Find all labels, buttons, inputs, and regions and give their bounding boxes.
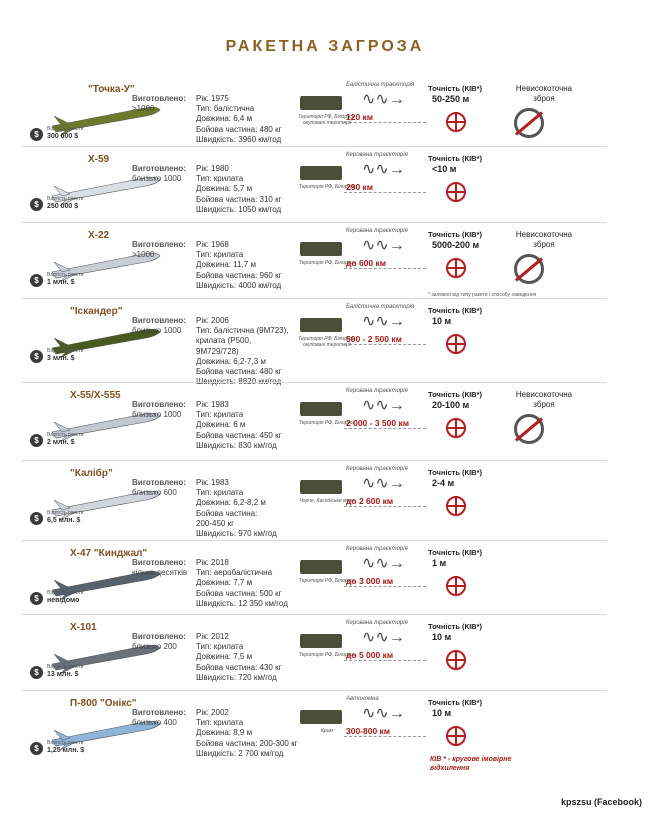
range-value: до 600 км bbox=[346, 258, 387, 268]
spec-line: Швидкість: 4000 км/год bbox=[196, 280, 282, 290]
trajectory-label: Балістична траєкторія bbox=[346, 82, 415, 88]
accuracy-label: Точність (КІВ*) bbox=[428, 230, 483, 239]
coin-icon: $ bbox=[30, 666, 43, 679]
coin-icon: $ bbox=[30, 274, 43, 287]
accuracy-value: 20-100 м bbox=[432, 400, 470, 410]
trajectory-icon: ∿∿→ bbox=[362, 313, 405, 330]
spec-line: Рік: 1983 bbox=[196, 400, 229, 409]
spec-line: Швидкість: 3960 км/год bbox=[196, 134, 282, 144]
spec-line: Бойова частина: 200-300 кг bbox=[196, 738, 298, 748]
price-label: Вартість ракети bbox=[47, 664, 84, 670]
spec-line: Рік: 2012 bbox=[196, 632, 229, 641]
produced-value: >1000 bbox=[132, 250, 155, 259]
accuracy-label: Точність (КІВ*) bbox=[428, 306, 483, 315]
launch-origin: Територія РФ, Білорусь bbox=[298, 578, 356, 584]
price-label: Вартість ракети bbox=[47, 348, 84, 354]
missile-name: Х-47 "Кинджал" bbox=[70, 548, 148, 559]
price-value: невідомо bbox=[47, 597, 80, 604]
distance-line bbox=[344, 660, 426, 661]
produced-value: близько 1000 bbox=[132, 326, 182, 335]
price-label: Вартість ракети bbox=[47, 196, 84, 202]
produced-label: Виготовлено: bbox=[132, 94, 186, 103]
accuracy-value: 10 м bbox=[432, 316, 452, 326]
distance-line bbox=[344, 122, 426, 123]
price-value: 250 000 $ bbox=[47, 203, 79, 210]
produced-info bbox=[132, 240, 202, 260]
produced-value: >1000 bbox=[132, 104, 155, 113]
launcher-icon bbox=[300, 166, 342, 180]
trajectory-icon: ∿∿→ bbox=[362, 705, 405, 722]
launcher-icon bbox=[300, 242, 342, 256]
kh22-footnote: * залежно від типу ракети і способу наведення bbox=[428, 292, 537, 298]
accuracy-label: Точність (КІВ*) bbox=[428, 622, 483, 631]
spec-line: Рік: 2006 bbox=[196, 316, 229, 325]
target-icon bbox=[446, 576, 466, 596]
range-value: 300-800 км bbox=[346, 726, 391, 736]
range-value: до 5 000 км bbox=[346, 650, 394, 660]
launcher-icon bbox=[300, 480, 342, 494]
launch-origin: Територія РФ, Білорусь, окуповані території bbox=[298, 114, 356, 126]
spec-line: Бойова частина: 450 кг bbox=[196, 430, 282, 440]
low-precision-icon bbox=[514, 254, 544, 284]
trajectory-icon: ∿∿→ bbox=[362, 475, 405, 492]
price-label: Вартість ракети bbox=[47, 272, 84, 278]
spec-line: Швидкість: 970 км/год bbox=[196, 529, 277, 539]
coin-icon: $ bbox=[30, 198, 43, 211]
spec-line: Довжина: 6,4 м bbox=[196, 114, 253, 124]
missile-name: Х-22 bbox=[88, 230, 110, 241]
launch-origin: Чорне, Каспійське моря bbox=[299, 498, 355, 504]
spec-line: 9М729/728) bbox=[196, 346, 239, 356]
kiv-definition: КІВ * - кругове імовірне відхилення bbox=[430, 756, 512, 772]
target-icon bbox=[446, 112, 466, 132]
missile-name: "Калібр" bbox=[70, 468, 113, 479]
spec-line: Швидкість: 2 700 км/год bbox=[196, 748, 284, 758]
target-icon bbox=[446, 182, 466, 202]
missile-name: Х-101 bbox=[70, 622, 97, 633]
spec-line: Тип: балістична bbox=[196, 104, 255, 114]
spec-list bbox=[196, 164, 306, 215]
produced-value: близько 400 bbox=[132, 718, 177, 727]
accuracy-label: Точність (КІВ*) bbox=[428, 698, 483, 707]
spec-line: Тип: крилата bbox=[196, 718, 244, 728]
coin-icon: $ bbox=[30, 592, 43, 605]
spec-line: Тип: крилата bbox=[196, 642, 244, 652]
spec-line: Швидкість: 1050 км/год bbox=[196, 204, 282, 214]
trajectory-label: Керована траєкторія bbox=[346, 546, 408, 552]
spec-line: Рік: 1980 bbox=[196, 164, 229, 173]
missile-name: Х-59 bbox=[88, 154, 110, 165]
price-value: 1 млн. $ bbox=[47, 279, 75, 286]
price-value: 6,5 млн. $ bbox=[47, 517, 81, 524]
price-value: 2 млн. $ bbox=[47, 439, 75, 446]
spec-line: Рік: 2018 bbox=[196, 558, 229, 567]
launch-origin: Територія РФ, Білорусь bbox=[298, 260, 356, 266]
produced-label: Виготовлено: bbox=[132, 400, 186, 409]
spec-line: Швидкість: 8820 км/год bbox=[196, 377, 282, 387]
coin-icon: $ bbox=[30, 512, 43, 525]
produced-label: Виготовлено: bbox=[132, 558, 186, 567]
range-value: 500 - 2 500 км bbox=[346, 334, 402, 344]
range-value: до 2 600 км bbox=[346, 496, 394, 506]
missile-name: Х-55/Х-555 bbox=[70, 390, 121, 401]
accuracy-value: 10 м bbox=[432, 632, 452, 642]
low-precision-label: Невисокоточна зброя bbox=[515, 230, 573, 249]
launcher-icon bbox=[300, 318, 342, 332]
coin-icon: $ bbox=[30, 434, 43, 447]
price-value: 13 млн. $ bbox=[47, 671, 79, 678]
spec-line: Бойова частина: bbox=[196, 508, 258, 518]
spec-line: Тип: крилата bbox=[196, 174, 244, 184]
spec-list bbox=[196, 240, 306, 291]
trajectory-icon: ∿∿→ bbox=[362, 237, 405, 254]
spec-line: Довжина: 6,2-7,3 м bbox=[196, 356, 266, 366]
trajectory-label: Автономна bbox=[346, 696, 379, 702]
accuracy-value: 5000-200 м bbox=[432, 240, 480, 250]
trajectory-label: Керована траєкторія bbox=[346, 228, 408, 234]
trajectory-icon: ∿∿→ bbox=[362, 161, 405, 178]
spec-line: 200-450 кг bbox=[196, 518, 234, 528]
accuracy-value: 50-250 м bbox=[432, 94, 470, 104]
launch-origin: Територія РФ, Білорусь, окуповані території bbox=[298, 336, 356, 348]
trajectory-label: Керована траєкторія bbox=[346, 388, 408, 394]
row-separator bbox=[22, 690, 607, 691]
spec-line: Бойова частина: 480 кг bbox=[196, 367, 282, 377]
row-separator bbox=[22, 298, 607, 299]
launcher-icon bbox=[300, 402, 342, 416]
produced-info bbox=[132, 316, 202, 336]
spec-list bbox=[196, 708, 306, 759]
spec-line: Довжина: 7,7 м bbox=[196, 578, 253, 588]
accuracy-label: Точність (КІВ*) bbox=[428, 468, 483, 477]
spec-line: Бойова частина: 430 кг bbox=[196, 662, 282, 672]
price-label: Вартість ракети bbox=[47, 126, 84, 132]
spec-list bbox=[196, 558, 306, 609]
produced-label: Виготовлено: bbox=[132, 240, 186, 249]
spec-line: Бойова частина: 500 кг bbox=[196, 588, 282, 598]
distance-line bbox=[344, 344, 426, 345]
price-value: 3 млн. $ bbox=[47, 355, 75, 362]
spec-line: Тип: крилата bbox=[196, 410, 244, 420]
trajectory-label: Балістична траєкторія bbox=[346, 304, 415, 310]
target-icon bbox=[446, 496, 466, 516]
launch-origin: Територія РФ, Білорусь bbox=[298, 420, 356, 426]
range-value: 2 000 - 3 500 км bbox=[346, 418, 409, 428]
launch-origin: Крим bbox=[321, 728, 333, 734]
row-separator bbox=[22, 540, 607, 541]
spec-line: Довжина: 6,2-8,2 м bbox=[196, 498, 266, 508]
price-label: Вартість ракети bbox=[47, 590, 84, 596]
spec-line: Бойова частина: 480 кг bbox=[196, 124, 282, 134]
produced-label: Виготовлено: bbox=[132, 164, 186, 173]
row-separator bbox=[22, 460, 607, 461]
price-label: Вартість ракети bbox=[47, 740, 84, 746]
trajectory-icon: ∿∿→ bbox=[362, 555, 405, 572]
spec-line: Швидкість: 830 км/год bbox=[196, 440, 277, 450]
spec-list bbox=[196, 632, 306, 683]
target-icon bbox=[446, 334, 466, 354]
spec-line: Рік: 1983 bbox=[196, 478, 229, 487]
produced-label: Виготовлено: bbox=[132, 632, 186, 641]
produced-label: Виготовлено: bbox=[132, 478, 186, 487]
row-separator bbox=[22, 222, 607, 223]
spec-line: Тип: крилата bbox=[196, 488, 244, 498]
target-icon bbox=[446, 418, 466, 438]
produced-info bbox=[132, 708, 202, 728]
produced-value: кілька десятків bbox=[132, 568, 188, 577]
launch-origin: Територія РФ, Білорусь bbox=[298, 652, 356, 658]
low-precision-icon bbox=[514, 108, 544, 138]
produced-label: Виготовлено: bbox=[132, 316, 186, 325]
spec-list bbox=[196, 316, 306, 387]
produced-value: близько 200 bbox=[132, 642, 177, 651]
produced-info bbox=[132, 632, 202, 652]
trajectory-icon: ∿∿→ bbox=[362, 91, 405, 108]
spec-list bbox=[196, 478, 306, 539]
low-precision-label: Невисокоточна зброя bbox=[515, 84, 573, 103]
spec-line: Рік: 2002 bbox=[196, 708, 229, 717]
launcher-icon bbox=[300, 96, 342, 110]
coin-icon: $ bbox=[30, 742, 43, 755]
launcher-icon bbox=[300, 560, 342, 574]
distance-line bbox=[344, 586, 426, 587]
low-precision-label: Невисокоточна зброя bbox=[515, 390, 573, 409]
trajectory-icon: ∿∿→ bbox=[362, 397, 405, 414]
row-separator bbox=[22, 146, 607, 147]
spec-line: Швидкість: 720 км/год bbox=[196, 672, 277, 682]
spec-line: Рік: 1975 bbox=[196, 94, 229, 103]
launcher-icon bbox=[300, 710, 342, 724]
trajectory-label: Керована траєкторія bbox=[346, 152, 408, 158]
accuracy-label: Точність (КІВ*) bbox=[428, 154, 483, 163]
price-value: 300 000 $ bbox=[47, 133, 79, 140]
launcher-icon bbox=[300, 634, 342, 648]
accuracy-label: Точність (КІВ*) bbox=[428, 548, 483, 557]
spec-line: Довжина: 6 м bbox=[196, 420, 246, 430]
distance-line bbox=[344, 268, 426, 269]
accuracy-value: 2-4 м bbox=[432, 478, 455, 488]
spec-line: Тип: балістична (9М723), bbox=[196, 326, 289, 336]
target-icon bbox=[446, 258, 466, 278]
range-value: 290 км bbox=[346, 182, 374, 192]
produced-info bbox=[132, 164, 202, 184]
produced-value: близько 1000 bbox=[132, 174, 182, 183]
source-credit: kpszsu (Facebook) bbox=[560, 797, 642, 807]
target-icon bbox=[446, 726, 466, 746]
spec-line: Бойова частина: 310 кг bbox=[196, 194, 282, 204]
missile-name: П-800 "Онікс" bbox=[70, 698, 137, 709]
price-label: Вартість ракети bbox=[47, 510, 84, 516]
produced-info bbox=[132, 558, 202, 578]
accuracy-label: Точність (КІВ*) bbox=[428, 84, 483, 93]
row-separator bbox=[22, 382, 607, 383]
launch-origin: Територія РФ, Білорусь bbox=[298, 184, 356, 190]
produced-label: Виготовлено: bbox=[132, 708, 186, 717]
low-precision-icon bbox=[514, 414, 544, 444]
row-separator bbox=[22, 614, 607, 615]
spec-list bbox=[196, 400, 306, 451]
distance-line bbox=[344, 506, 426, 507]
spec-line: Тип: крилата bbox=[196, 250, 244, 260]
trajectory-label: Керована траєкторія bbox=[346, 466, 408, 472]
spec-line: Довжина: 8,9 м bbox=[196, 728, 253, 738]
produced-info bbox=[132, 478, 202, 498]
missile-name: "Іскандер" bbox=[70, 306, 123, 317]
produced-value: близько 600 bbox=[132, 488, 177, 497]
range-value: до 3 000 км bbox=[346, 576, 394, 586]
trajectory-label: Керована траєкторія bbox=[346, 620, 408, 626]
produced-value: близько 1000 bbox=[132, 410, 182, 419]
accuracy-value: <10 м bbox=[432, 164, 457, 174]
spec-list bbox=[196, 94, 306, 145]
spec-line: Тип: аеробалістична bbox=[196, 568, 273, 578]
distance-line bbox=[344, 428, 426, 429]
range-value: 120 км bbox=[346, 112, 374, 122]
accuracy-value: 10 м bbox=[432, 708, 452, 718]
spec-line: Довжина: 5,7 м bbox=[196, 184, 253, 194]
spec-line: Довжина: 11,7 м bbox=[196, 260, 256, 270]
trajectory-icon: ∿∿→ bbox=[362, 629, 405, 646]
price-label: Вартість ракети bbox=[47, 432, 84, 438]
produced-info bbox=[132, 400, 202, 420]
distance-line bbox=[344, 192, 426, 193]
accuracy-value: 1 м bbox=[432, 558, 447, 568]
spec-line: крилата (Р500, bbox=[196, 336, 252, 346]
produced-info bbox=[132, 94, 202, 114]
coin-icon: $ bbox=[30, 128, 43, 141]
spec-line: Бойова частина: 960 кг bbox=[196, 270, 282, 280]
target-icon bbox=[446, 650, 466, 670]
price-value: 1,25 млн. $ bbox=[47, 747, 85, 754]
missile-name: "Точка-У" bbox=[88, 84, 135, 95]
page-title: РАКЕТНА ЗАГРОЗА bbox=[225, 38, 425, 55]
spec-line: Довжина: 7,5 м bbox=[196, 652, 253, 662]
distance-line bbox=[344, 736, 426, 737]
accuracy-label: Точність (КІВ*) bbox=[428, 390, 483, 399]
spec-line: Швидкість: 12 350 км/год bbox=[196, 598, 288, 608]
coin-icon: $ bbox=[30, 350, 43, 363]
spec-line: Рік: 1968 bbox=[196, 240, 229, 249]
